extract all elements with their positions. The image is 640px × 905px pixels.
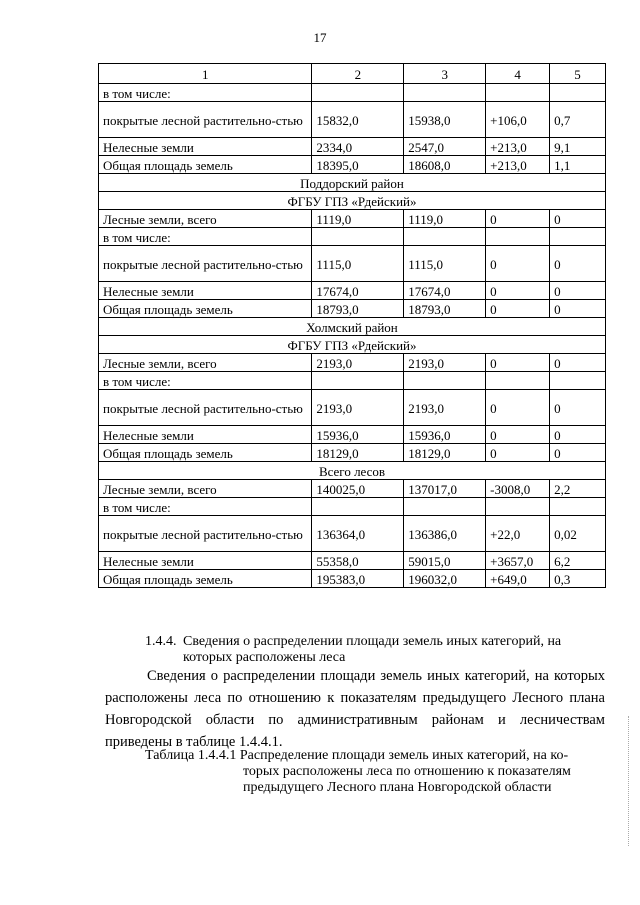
value-cell: +106,0 xyxy=(486,102,550,138)
row-label-cell: покрытые лесной растительно-стью xyxy=(99,102,312,138)
value-cell: 0 xyxy=(486,246,550,282)
value-cell: 0 xyxy=(550,390,606,426)
row-label-cell: покрытые лесной растительно-стью xyxy=(99,516,312,552)
caption-line2: торых расположены леса по отношению к показателям xyxy=(243,764,571,779)
section-title-cell: Поддорский район xyxy=(99,174,606,192)
value-cell: 17674,0 xyxy=(312,282,404,300)
table-row xyxy=(99,300,606,318)
row-label-cell: Лесные земли, всего xyxy=(99,480,312,498)
value-cell xyxy=(550,84,606,102)
value-cell: 0 xyxy=(550,246,606,282)
value-cell xyxy=(486,228,550,246)
row-label-cell: Нелесные земли xyxy=(99,426,312,444)
value-cell: 0 xyxy=(550,282,606,300)
value-cell: 0,7 xyxy=(550,102,606,138)
value-cell: 6,2 xyxy=(550,552,606,570)
table-row xyxy=(99,372,606,390)
row-label-cell: покрытые лесной растительно-стью xyxy=(99,246,312,282)
section-title-cell: ФГБУ ГПЗ «Рдейский» xyxy=(99,336,606,354)
row-label-cell: Общая площадь земель xyxy=(99,300,312,318)
value-cell: 9,1 xyxy=(550,138,606,156)
table-caption xyxy=(145,748,600,796)
value-cell: 1,1 xyxy=(550,156,606,174)
table-row xyxy=(99,246,606,282)
value-cell: 17674,0 xyxy=(404,282,486,300)
section-title-cell: ФГБУ ГПЗ «Рдейский» xyxy=(99,192,606,210)
row-label-cell: Лесные земли, всего xyxy=(99,210,312,228)
table-section-row xyxy=(99,462,606,480)
value-cell: 18395,0 xyxy=(312,156,404,174)
table-row xyxy=(99,570,606,588)
row-label-cell: Общая площадь земель xyxy=(99,444,312,462)
table-row xyxy=(99,210,606,228)
value-cell: 15936,0 xyxy=(404,426,486,444)
table-body xyxy=(99,64,606,588)
body-paragraph xyxy=(105,665,605,753)
table-row xyxy=(99,282,606,300)
value-cell: 137017,0 xyxy=(404,480,486,498)
value-cell: 2334,0 xyxy=(312,138,404,156)
value-cell: 0,3 xyxy=(550,570,606,588)
value-cell: 2193,0 xyxy=(312,354,404,372)
value-cell: 1115,0 xyxy=(312,246,404,282)
row-label-cell: в том числе: xyxy=(99,228,312,246)
table-row xyxy=(99,84,606,102)
row-label-cell: Нелесные земли xyxy=(99,552,312,570)
value-cell: 0 xyxy=(550,444,606,462)
row-label-cell: в том числе: xyxy=(99,372,312,390)
row-label-cell: Нелесные земли xyxy=(99,282,312,300)
value-cell xyxy=(312,228,404,246)
table-header-row xyxy=(99,64,606,84)
caption-line1: Таблица 1.4.4.1 Распределение площади земель иных категорий, на ко- xyxy=(145,748,569,763)
value-cell xyxy=(404,372,486,390)
table-row xyxy=(99,516,606,552)
value-cell: 1119,0 xyxy=(404,210,486,228)
table-row xyxy=(99,138,606,156)
value-cell xyxy=(312,372,404,390)
value-cell xyxy=(550,498,606,516)
page-number: 17 xyxy=(313,30,327,45)
value-cell: 18129,0 xyxy=(312,444,404,462)
value-cell: 15938,0 xyxy=(404,102,486,138)
table-row xyxy=(99,228,606,246)
value-cell: 2547,0 xyxy=(404,138,486,156)
scan-margin-mark xyxy=(628,716,631,846)
table-row xyxy=(99,444,606,462)
value-cell: -3008,0 xyxy=(486,480,550,498)
value-cell: 2,2 xyxy=(550,480,606,498)
value-cell xyxy=(312,498,404,516)
value-cell: 15936,0 xyxy=(312,426,404,444)
value-cell: 15832,0 xyxy=(312,102,404,138)
value-cell: 0 xyxy=(486,282,550,300)
value-cell: 0 xyxy=(550,354,606,372)
table-row xyxy=(99,354,606,372)
row-label-cell: в том числе: xyxy=(99,498,312,516)
row-label-cell: Нелесные земли xyxy=(99,138,312,156)
value-cell: 136386,0 xyxy=(404,516,486,552)
value-cell: 2193,0 xyxy=(404,390,486,426)
paragraph-text: Сведения о распределении площади земель иных категорий, на которых расположены леса по отношению к показателям предыдущего Лесного плана Новгородской области по административным районам и лесничествам приведены в таблице 1.4.4.1. xyxy=(105,668,605,750)
row-label-cell: Общая площадь земель xyxy=(99,156,312,174)
value-cell: 0 xyxy=(486,210,550,228)
value-cell: 2193,0 xyxy=(404,354,486,372)
value-cell: 2193,0 xyxy=(312,390,404,426)
value-cell: 18129,0 xyxy=(404,444,486,462)
value-cell: 0 xyxy=(486,426,550,444)
value-cell xyxy=(486,84,550,102)
value-cell: +649,0 xyxy=(486,570,550,588)
value-cell: 195383,0 xyxy=(312,570,404,588)
value-cell: 0 xyxy=(486,444,550,462)
row-label-cell: Лесные земли, всего xyxy=(99,354,312,372)
value-cell: 0 xyxy=(550,210,606,228)
value-cell: 1119,0 xyxy=(312,210,404,228)
section-title-line2: которых расположены леса xyxy=(183,650,346,665)
header-cell: 2 xyxy=(312,64,404,84)
value-cell xyxy=(550,228,606,246)
header-cell: 4 xyxy=(486,64,550,84)
forest-area-table xyxy=(98,63,606,588)
header-cell: 1 xyxy=(99,64,312,84)
value-cell: 140025,0 xyxy=(312,480,404,498)
table-section-row xyxy=(99,318,606,336)
value-cell: 18793,0 xyxy=(312,300,404,318)
row-label-cell: в том числе: xyxy=(99,84,312,102)
table-row xyxy=(99,102,606,138)
value-cell xyxy=(486,372,550,390)
value-cell xyxy=(404,228,486,246)
value-cell: 0 xyxy=(486,354,550,372)
value-cell: 0,02 xyxy=(550,516,606,552)
value-cell xyxy=(550,372,606,390)
value-cell: 136364,0 xyxy=(312,516,404,552)
table-section-row xyxy=(99,174,606,192)
value-cell: 55358,0 xyxy=(312,552,404,570)
row-label-cell: Общая площадь земель xyxy=(99,570,312,588)
value-cell xyxy=(312,84,404,102)
section-number: 1.4.4. xyxy=(145,634,177,649)
value-cell xyxy=(404,84,486,102)
table-row xyxy=(99,552,606,570)
section-title-cell: Всего лесов xyxy=(99,462,606,480)
value-cell: 1115,0 xyxy=(404,246,486,282)
value-cell: +22,0 xyxy=(486,516,550,552)
value-cell: 0 xyxy=(486,390,550,426)
row-label-cell: покрытые лесной растительно-стью xyxy=(99,390,312,426)
value-cell: +213,0 xyxy=(486,156,550,174)
value-cell: 0 xyxy=(550,300,606,318)
caption-line3: предыдущего Лесного плана Новгородской области xyxy=(243,780,552,795)
table-section-row xyxy=(99,192,606,210)
table-row xyxy=(99,390,606,426)
value-cell: +3657,0 xyxy=(486,552,550,570)
value-cell: 0 xyxy=(550,426,606,444)
table-row xyxy=(99,156,606,174)
section-title-line1: Сведения о распределении площади земель иных категорий, на xyxy=(183,634,562,649)
table-row xyxy=(99,498,606,516)
table-section-row xyxy=(99,336,606,354)
section-title-cell: Холмский район xyxy=(99,318,606,336)
value-cell: 0 xyxy=(486,300,550,318)
value-cell: 196032,0 xyxy=(404,570,486,588)
header-cell: 5 xyxy=(550,64,606,84)
value-cell xyxy=(404,498,486,516)
header-cell: 3 xyxy=(404,64,486,84)
value-cell: 59015,0 xyxy=(404,552,486,570)
value-cell xyxy=(486,498,550,516)
value-cell: 18608,0 xyxy=(404,156,486,174)
table-row xyxy=(99,426,606,444)
section-heading xyxy=(145,634,595,666)
value-cell: +213,0 xyxy=(486,138,550,156)
table-row xyxy=(99,480,606,498)
value-cell: 18793,0 xyxy=(404,300,486,318)
